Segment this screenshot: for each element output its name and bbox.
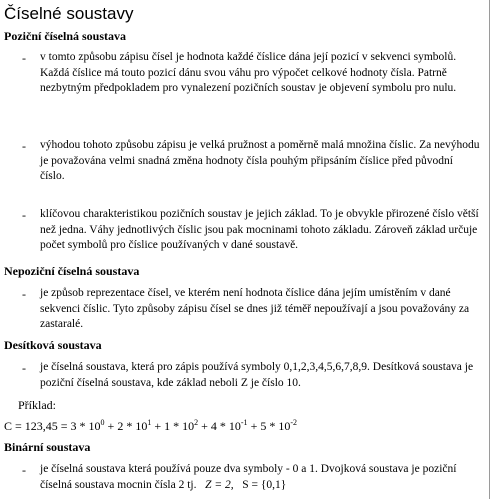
heading-positional: Poziční číselná soustava (4, 29, 126, 43)
formula-term: + 5 * 10 (247, 419, 291, 433)
bullet-text: je číselná soustava, která pro zápis používá symboly 0,1,2,3,4,5,6,7,8,9. Desítková soustava je poziční číselná soustava, kde základ neboli Z je číslo 10. (40, 361, 474, 389)
bullet-marker: - (22, 51, 26, 65)
formula-exp: 1 (147, 418, 152, 427)
formula-exp: 0 (100, 418, 105, 427)
formula-term: + 2 * 10 (104, 419, 148, 433)
bullet-marker: - (22, 139, 26, 153)
decimal-formula (4, 419, 297, 434)
example-label: Příklad: (18, 398, 56, 412)
page-border (489, 0, 490, 499)
formula-term: + 4 * 10 (198, 419, 241, 433)
base-value: Z = 2, (205, 478, 234, 491)
heading-decimal: Desítková soustava (4, 338, 102, 352)
formula-exp: -2 (290, 418, 298, 427)
formula-exp: 2 (194, 418, 199, 427)
bullet-text-part: je číselná soustava která používá pouze dva symboly - 0 a 1. Dvojková soustava je poziční číselná soustava mocnin čísla 2 tj. (40, 463, 457, 491)
bullet-marker: - (22, 463, 26, 477)
bullet-marker: - (22, 361, 26, 375)
bullet-text: výhodou tohoto způsobu zápisu je velká pružnost a poměrně malá množina číslic. Za nevýhodu je považována velmi snadná změna hodnoty čísla pouhým připsáním číslice před původní číslo. (40, 139, 480, 182)
bullet-text: v tomto způsobu zápisu čísel je hodnota každé číslice dána její pozicí v sekvenci symbolů. Každá číslice má touto pozicí dánu svou váhu pro výpočet celkové hodnoty čísla. Patrně nezbytným předpokladem pro vynalezení pozičních soustav je objevení symbolu pro nulu. (40, 51, 457, 94)
bullet-marker: - (22, 208, 26, 222)
heading-nonpositional: Nepoziční číselná soustava (4, 264, 140, 278)
bullet-text (40, 462, 480, 493)
symbol-set: S = {0,1} (242, 478, 287, 491)
formula-exp: -1 (240, 418, 248, 427)
bullet-marker: - (22, 287, 26, 301)
heading-binary: Binární soustava (4, 440, 91, 454)
page-title: Číselné soustavy (4, 4, 134, 23)
bullet-text: klíčovou charakteristikou pozičních soustav je jejich základ. To je obvykle přirozené číslo větší než jedna. Váhy jednotlivých číslic jsou pak mocninami tohoto základu. Zároveň základ určuje počet symbolů pro číslice používaných v dané soustavě. (40, 208, 479, 251)
bullet-text: je způsob reprezentace čísel, ve kterém není hodnota číslice dána jejím umístěním v dané sekvenci číslic. Tyto způsoby zápisu čísel se dnes již téměř nepoužívají a jsou považovány za zastaralé. (40, 287, 470, 330)
formula-term: + 1 * 10 (151, 419, 195, 433)
formula-lhs: C = 123,45 = 3 * 10 (4, 419, 101, 433)
